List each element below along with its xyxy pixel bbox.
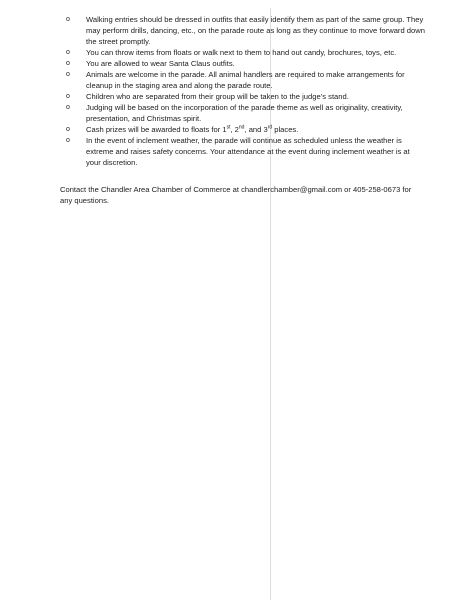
bullet-icon: o — [66, 16, 70, 23]
rules-bullet-list — [66, 14, 426, 168]
list-item — [66, 69, 426, 91]
list-item — [66, 124, 426, 135]
prize-text-part: , and 3 — [244, 125, 268, 134]
list-item-text: Animals are welcome in the parade. All animal handlers are required to make arrangements for cleanup in the staging area and along the parade route. — [86, 70, 405, 90]
bullet-icon: o — [66, 93, 70, 100]
bullet-icon: o — [66, 60, 70, 67]
bullet-icon: o — [66, 71, 70, 78]
list-item — [66, 135, 426, 168]
prize-text-part: places. — [272, 125, 299, 134]
list-item-text: In the event of inclement weather, the parade will continue as scheduled unless the weather is extreme and raises safety concerns. Your attendance at the event during inclement weather is at your discretion. — [86, 136, 410, 167]
list-item — [66, 58, 426, 69]
list-item-text — [86, 125, 298, 134]
list-item-text: Walking entries should be dressed in outfits that easily identify them as part of the same group. They may perform drills, dancing, etc., on the parade route as long as they continue to move forward down the street promptly. — [86, 15, 425, 46]
bullet-icon: o — [66, 104, 70, 111]
list-item — [66, 14, 426, 47]
list-item — [66, 47, 426, 58]
bullet-icon: o — [66, 126, 70, 133]
list-item — [66, 102, 426, 124]
list-item-text: You can throw items from floats or walk next to them to hand out candy, brochures, toys, etc. — [86, 48, 397, 57]
ordinal-suffix: st — [226, 124, 231, 131]
bullet-icon: o — [66, 137, 70, 144]
list-item — [66, 91, 426, 102]
list-item-text: You are allowed to wear Santa Claus outfits. — [86, 59, 235, 68]
ordinal-suffix: nd — [238, 124, 245, 131]
prize-text-part: Cash prizes will be awarded to floats for 1 — [86, 125, 227, 134]
prize-text-part: , 2 — [230, 125, 239, 134]
ordinal-suffix: rd — [267, 124, 273, 131]
contact-paragraph: Contact the Chandler Area Chamber of Commerce at chandlerchamber@gmail.com or 405-258-0673 for any questions. — [60, 185, 412, 205]
list-item-text: Judging will be based on the incorporation of the parade theme as well as originality, creativity, presentation, and Christmas spirit. — [86, 103, 403, 123]
list-item-text: Children who are separated from their group will be taken to the judge’s stand. — [86, 92, 349, 101]
bullet-icon: o — [66, 49, 70, 56]
